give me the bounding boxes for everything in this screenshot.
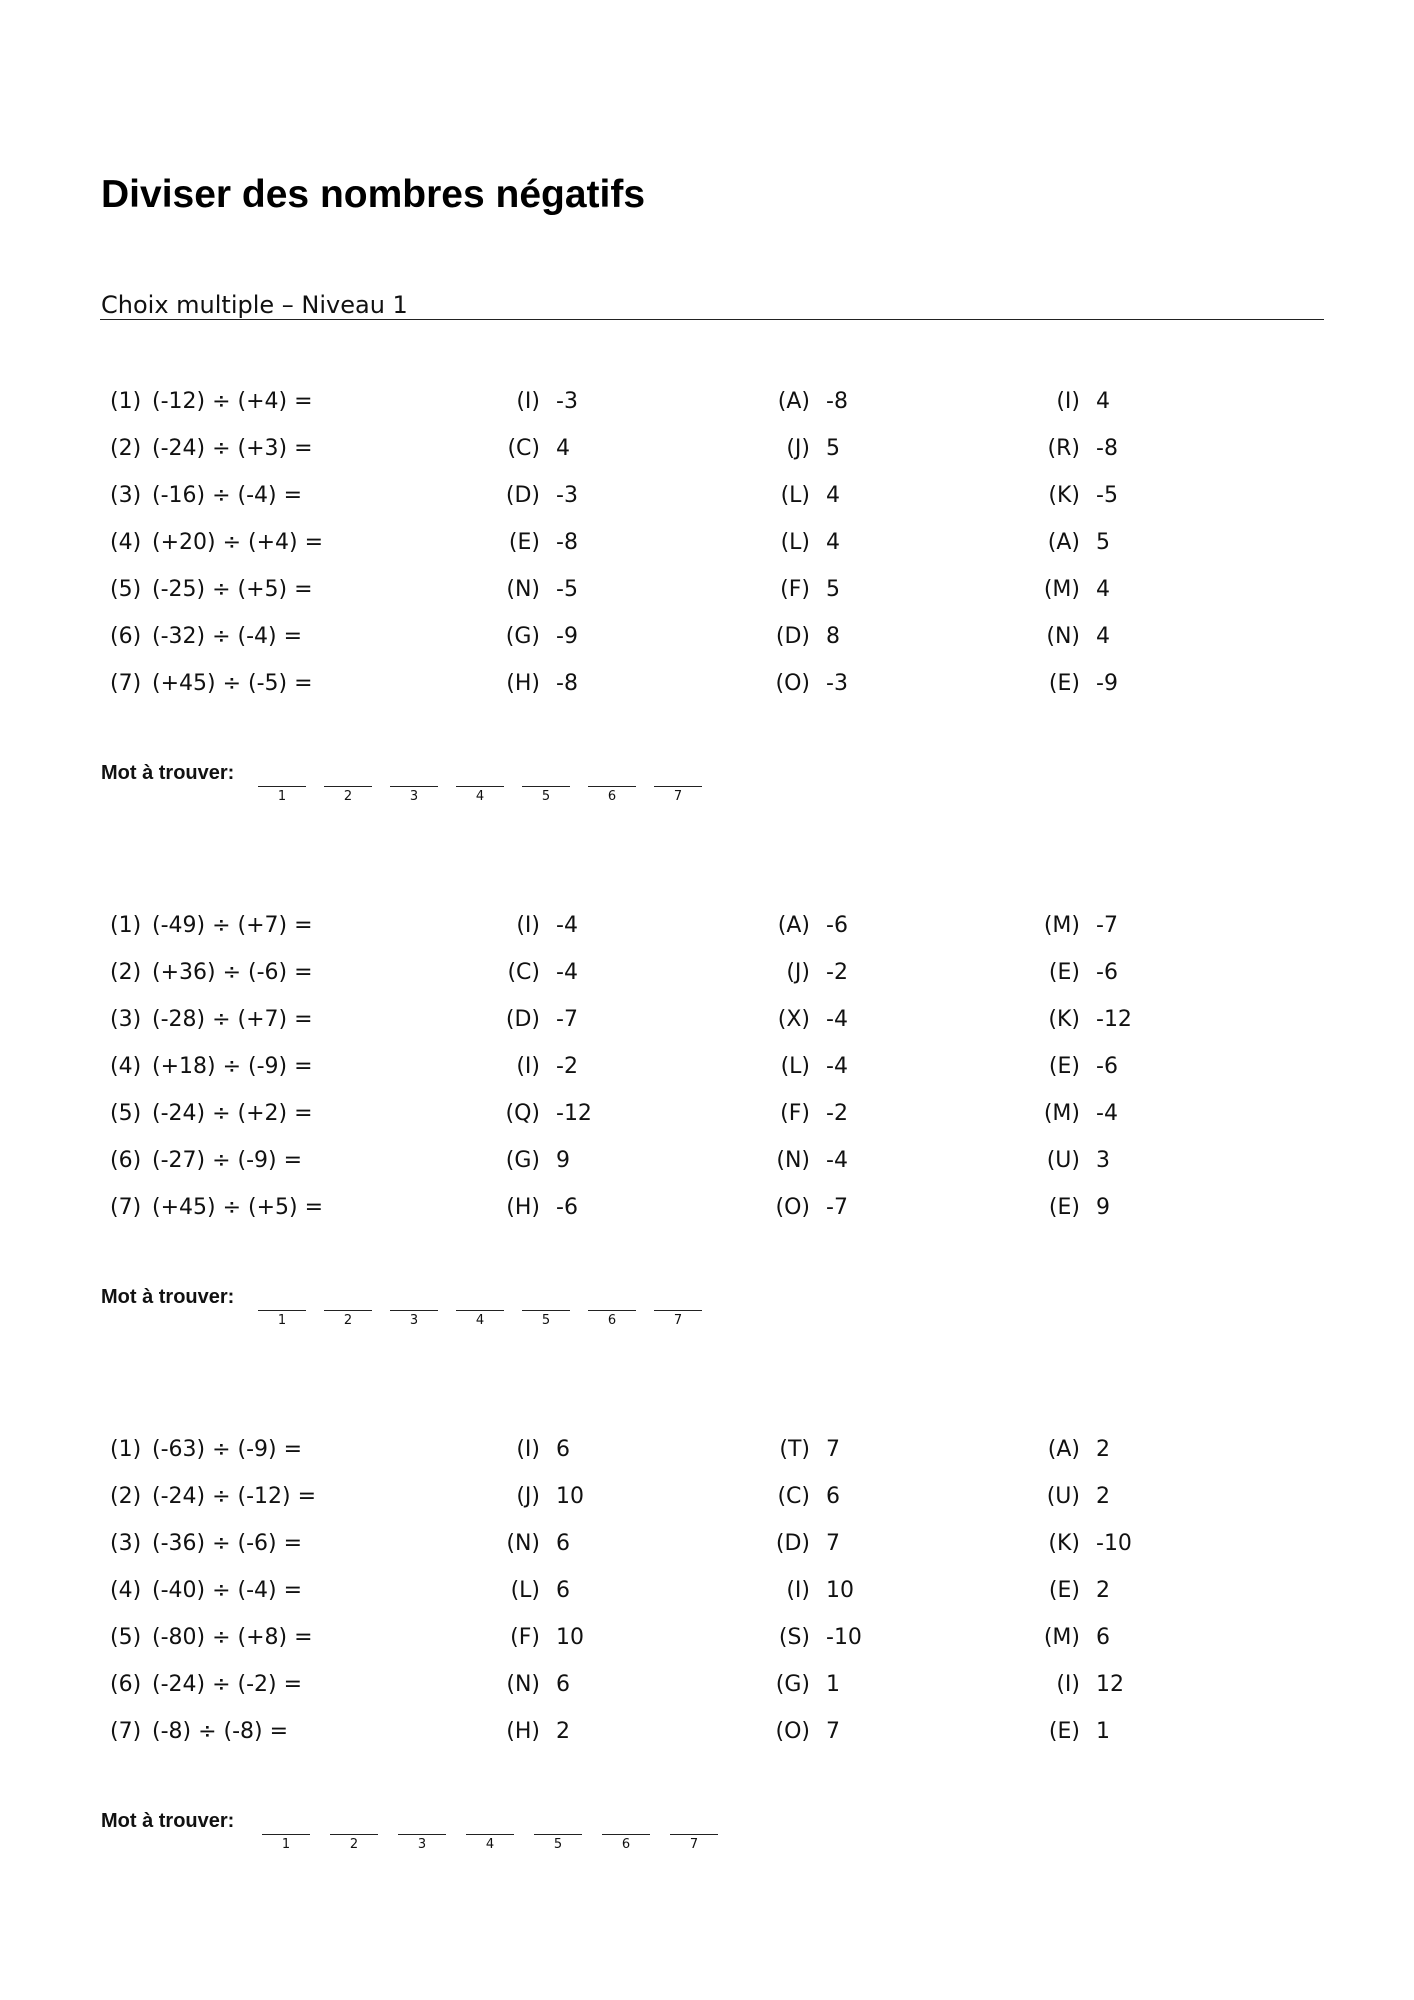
blank-number: 2: [343, 789, 353, 804]
choice-value: -9: [1096, 671, 1118, 696]
answer-blank[interactable]: [258, 1286, 306, 1311]
choice-letter: (I): [516, 389, 540, 414]
choice-letter: (L): [510, 1578, 540, 1603]
question-expression: (-8) ÷ (-8) =: [152, 1719, 289, 1744]
question-row: [0, 1524, 1414, 1564]
question-row: [0, 664, 1414, 704]
blank-number: 4: [475, 1313, 485, 1328]
choice-value: -12: [556, 1101, 592, 1126]
choice-value: 2: [1096, 1578, 1110, 1603]
question-number: (4): [110, 1054, 142, 1079]
question-number: (6): [110, 624, 142, 649]
answer-blank[interactable]: [262, 1810, 310, 1835]
choice-value: -12: [1096, 1007, 1132, 1032]
choice-letter: (N): [506, 1672, 540, 1697]
blank-number: 6: [607, 1313, 617, 1328]
answer-blank[interactable]: [390, 762, 438, 787]
choice-value: 4: [826, 530, 840, 555]
choice-value: -3: [556, 389, 578, 414]
blank-number: 4: [485, 1837, 495, 1852]
choice-value: -4: [556, 960, 578, 985]
choice-value: -4: [826, 1007, 848, 1032]
choice-value: -4: [1096, 1101, 1118, 1126]
choice-letter: (E): [1048, 1195, 1080, 1220]
blank-number: 2: [343, 1313, 353, 1328]
question-row: [0, 382, 1414, 422]
question-number: (4): [110, 1578, 142, 1603]
blank-number: 5: [541, 1313, 551, 1328]
exercise-1: [0, 382, 1414, 862]
question-row: [0, 1618, 1414, 1658]
choice-letter: (F): [510, 1625, 540, 1650]
question-number: (3): [110, 1531, 142, 1556]
question-row: [0, 1188, 1414, 1228]
question-row: [0, 953, 1414, 993]
choice-value: -7: [556, 1007, 578, 1032]
blank-number: 5: [541, 789, 551, 804]
question-expression: (-24) ÷ (+2) =: [152, 1101, 313, 1126]
question-row: [0, 1141, 1414, 1181]
choice-letter: (J): [786, 960, 810, 985]
choice-letter: (D): [775, 1531, 810, 1556]
choice-value: 7: [826, 1531, 840, 1556]
question-number: (6): [110, 1148, 142, 1173]
choice-value: 9: [1096, 1195, 1110, 1220]
exercise-2: [0, 906, 1414, 1386]
choice-value: 5: [826, 436, 840, 461]
exercise-3: [0, 1430, 1414, 1910]
question-expression: (-24) ÷ (+3) =: [152, 436, 313, 461]
choice-value: 6: [556, 1578, 570, 1603]
choice-value: 4: [1096, 389, 1110, 414]
answer-blank[interactable]: [466, 1810, 514, 1835]
answer-blank[interactable]: [330, 1810, 378, 1835]
question-expression: (-24) ÷ (-2) =: [152, 1672, 303, 1697]
choice-value: 6: [826, 1484, 840, 1509]
choice-letter: (A): [1047, 530, 1080, 555]
choice-letter: (C): [507, 436, 540, 461]
answer-blank[interactable]: [534, 1810, 582, 1835]
choice-letter: (H): [506, 671, 540, 696]
choice-value: -5: [556, 577, 578, 602]
choice-letter: (U): [1046, 1148, 1080, 1173]
word-to-find-label: Mot à trouver:: [101, 762, 235, 784]
choice-value: -8: [826, 389, 848, 414]
choice-value: -10: [1096, 1531, 1132, 1556]
choice-letter: (O): [775, 671, 810, 696]
question-row: [0, 476, 1414, 516]
choice-letter: (F): [780, 577, 810, 602]
choice-value: -4: [826, 1054, 848, 1079]
question-number: (3): [110, 483, 142, 508]
question-row: [0, 1430, 1414, 1470]
choice-letter: (D): [505, 1007, 540, 1032]
question-expression: (-12) ÷ (+4) =: [152, 389, 313, 414]
answer-blank[interactable]: [324, 762, 372, 787]
question-row: [0, 1665, 1414, 1705]
question-number: (7): [110, 671, 142, 696]
question-expression: (-24) ÷ (-12) =: [152, 1484, 317, 1509]
choice-value: -7: [1096, 913, 1118, 938]
question-number: (4): [110, 530, 142, 555]
choice-letter: (O): [775, 1719, 810, 1744]
choice-value: 6: [556, 1437, 570, 1462]
blank-number: 7: [673, 789, 683, 804]
choice-letter: (G): [505, 624, 540, 649]
choice-value: 6: [556, 1672, 570, 1697]
question-number: (5): [110, 1101, 142, 1126]
choice-letter: (F): [780, 1101, 810, 1126]
choice-value: 10: [556, 1484, 584, 1509]
choice-value: 4: [826, 483, 840, 508]
choice-letter: (Q): [505, 1101, 540, 1126]
question-expression: (-25) ÷ (+5) =: [152, 577, 313, 602]
blank-number: 2: [349, 1837, 359, 1852]
choice-letter: (K): [1048, 1007, 1080, 1032]
choice-letter: (H): [506, 1195, 540, 1220]
question-expression: (-63) ÷ (-9) =: [152, 1437, 303, 1462]
question-expression: (-28) ÷ (+7) =: [152, 1007, 313, 1032]
choice-value: -4: [826, 1148, 848, 1173]
choice-value: -8: [556, 671, 578, 696]
question-row: [0, 1477, 1414, 1517]
answer-blank[interactable]: [588, 1286, 636, 1311]
choice-value: -9: [556, 624, 578, 649]
choice-value: 1: [1096, 1719, 1110, 1744]
question-number: (7): [110, 1719, 142, 1744]
question-expression: (-40) ÷ (-4) =: [152, 1578, 303, 1603]
question-row: [0, 570, 1414, 610]
blank-number: 3: [417, 1837, 427, 1852]
question-expression: (-36) ÷ (-6) =: [152, 1531, 303, 1556]
choice-letter: (D): [775, 624, 810, 649]
choice-letter: (M): [1043, 913, 1080, 938]
blank-number: 1: [277, 1313, 287, 1328]
choice-letter: (A): [1047, 1437, 1080, 1462]
blank-number: 1: [281, 1837, 291, 1852]
choice-value: -6: [1096, 960, 1118, 985]
choice-value: -2: [826, 1101, 848, 1126]
choice-value: -6: [556, 1195, 578, 1220]
question-row: [0, 1047, 1414, 1087]
question-expression: (-49) ÷ (+7) =: [152, 913, 313, 938]
choice-letter: (E): [1048, 671, 1080, 696]
question-expression: (-80) ÷ (+8) =: [152, 1625, 313, 1650]
choice-letter: (L): [780, 1054, 810, 1079]
choice-letter: (N): [506, 1531, 540, 1556]
question-row: [0, 1000, 1414, 1040]
choice-letter: (I): [786, 1578, 810, 1603]
choice-letter: (E): [1048, 1578, 1080, 1603]
choice-value: 2: [1096, 1484, 1110, 1509]
question-row: [0, 429, 1414, 469]
choice-letter: (R): [1047, 436, 1080, 461]
question-expression: (+45) ÷ (+5) =: [152, 1195, 324, 1220]
question-number: (6): [110, 1672, 142, 1697]
choice-value: 7: [826, 1719, 840, 1744]
choice-letter: (G): [775, 1672, 810, 1697]
answer-blank[interactable]: [522, 762, 570, 787]
choice-value: -8: [1096, 436, 1118, 461]
choice-letter: (C): [507, 960, 540, 985]
question-row: [0, 1712, 1414, 1752]
choice-letter: (I): [516, 1054, 540, 1079]
question-expression: (-16) ÷ (-4) =: [152, 483, 303, 508]
choice-letter: (H): [506, 1719, 540, 1744]
question-expression: (+36) ÷ (-6) =: [152, 960, 313, 985]
choice-value: 5: [1096, 530, 1110, 555]
blank-number: 7: [673, 1313, 683, 1328]
choice-value: 5: [826, 577, 840, 602]
question-expression: (-32) ÷ (-4) =: [152, 624, 303, 649]
question-row: [0, 1571, 1414, 1611]
choice-letter: (E): [508, 530, 540, 555]
question-expression: (-27) ÷ (-9) =: [152, 1148, 303, 1173]
choice-value: 2: [1096, 1437, 1110, 1462]
page-title: Diviser des nombres négatifs: [101, 173, 646, 216]
choice-value: 10: [826, 1578, 854, 1603]
choice-letter: (J): [786, 436, 810, 461]
question-row: [0, 617, 1414, 657]
blank-number: 7: [689, 1837, 699, 1852]
blank-number: 5: [553, 1837, 563, 1852]
word-to-find-label: Mot à trouver:: [101, 1810, 235, 1832]
choice-value: -3: [826, 671, 848, 696]
answer-blank[interactable]: [398, 1810, 446, 1835]
choice-value: -7: [826, 1195, 848, 1220]
question-expression: (+20) ÷ (+4) =: [152, 530, 324, 555]
choice-value: 1: [826, 1672, 840, 1697]
choice-letter: (G): [505, 1148, 540, 1173]
choice-value: -3: [556, 483, 578, 508]
choice-value: -4: [556, 913, 578, 938]
choice-value: -5: [1096, 483, 1118, 508]
choice-value: -10: [826, 1625, 862, 1650]
answer-blank[interactable]: [522, 1286, 570, 1311]
level-subtitle: Choix multiple – Niveau 1: [101, 291, 408, 319]
choice-value: 10: [556, 1625, 584, 1650]
choice-letter: (I): [516, 1437, 540, 1462]
answer-blank[interactable]: [654, 1286, 702, 1311]
choice-value: 9: [556, 1148, 570, 1173]
question-number: (1): [110, 913, 142, 938]
question-row: [0, 523, 1414, 563]
answer-blank[interactable]: [670, 1810, 718, 1835]
blank-number: 4: [475, 789, 485, 804]
choice-letter: (K): [1048, 483, 1080, 508]
choice-letter: (O): [775, 1195, 810, 1220]
choice-value: -6: [1096, 1054, 1118, 1079]
blank-number: 3: [409, 1313, 419, 1328]
question-row: [0, 1094, 1414, 1134]
question-number: (5): [110, 1625, 142, 1650]
choice-letter: (I): [1056, 1672, 1080, 1697]
choice-value: 8: [826, 624, 840, 649]
choice-value: -6: [826, 913, 848, 938]
word-to-find-label: Mot à trouver:: [101, 1286, 235, 1308]
choice-letter: (C): [777, 1484, 810, 1509]
answer-blank[interactable]: [602, 1810, 650, 1835]
choice-letter: (L): [780, 530, 810, 555]
choice-value: 2: [556, 1719, 570, 1744]
blank-number: 1: [277, 789, 287, 804]
choice-letter: (N): [1046, 624, 1080, 649]
question-expression: (+45) ÷ (-5) =: [152, 671, 313, 696]
answer-blank[interactable]: [390, 1286, 438, 1311]
choice-value: 3: [1096, 1148, 1110, 1173]
question-number: (2): [110, 960, 142, 985]
question-number: (2): [110, 1484, 142, 1509]
answer-blank[interactable]: [324, 1286, 372, 1311]
choice-value: -8: [556, 530, 578, 555]
blank-number: 3: [409, 789, 419, 804]
choice-value: 6: [1096, 1625, 1110, 1650]
choice-letter: (U): [1046, 1484, 1080, 1509]
choice-value: -2: [826, 960, 848, 985]
question-number: (1): [110, 389, 142, 414]
header-divider: [100, 319, 1324, 320]
blank-number: 6: [621, 1837, 631, 1852]
choice-letter: (I): [516, 913, 540, 938]
question-number: (5): [110, 577, 142, 602]
blank-number: 6: [607, 789, 617, 804]
choice-letter: (E): [1048, 1719, 1080, 1744]
choice-letter: (S): [778, 1625, 810, 1650]
choice-letter: (A): [777, 389, 810, 414]
choice-letter: (T): [779, 1437, 810, 1462]
question-number: (7): [110, 1195, 142, 1220]
answer-blank[interactable]: [588, 762, 636, 787]
question-number: (2): [110, 436, 142, 461]
question-number: (3): [110, 1007, 142, 1032]
choice-letter: (M): [1043, 1101, 1080, 1126]
choice-value: 4: [1096, 624, 1110, 649]
choice-letter: (K): [1048, 1531, 1080, 1556]
choice-value: 6: [556, 1531, 570, 1556]
choice-letter: (N): [506, 577, 540, 602]
choice-letter: (E): [1048, 960, 1080, 985]
choice-letter: (D): [505, 483, 540, 508]
choice-value: 7: [826, 1437, 840, 1462]
choice-value: -2: [556, 1054, 578, 1079]
choice-letter: (N): [776, 1148, 810, 1173]
choice-letter: (I): [1056, 389, 1080, 414]
choice-letter: (M): [1043, 577, 1080, 602]
choice-letter: (J): [516, 1484, 540, 1509]
choice-value: 12: [1096, 1672, 1124, 1697]
choice-value: 4: [556, 436, 570, 461]
question-number: (1): [110, 1437, 142, 1462]
choice-letter: (E): [1048, 1054, 1080, 1079]
answer-blank[interactable]: [258, 762, 306, 787]
answer-blank[interactable]: [456, 1286, 504, 1311]
question-expression: (+18) ÷ (-9) =: [152, 1054, 313, 1079]
choice-letter: (X): [777, 1007, 810, 1032]
choice-letter: (M): [1043, 1625, 1080, 1650]
answer-blank[interactable]: [456, 762, 504, 787]
question-row: [0, 906, 1414, 946]
choice-value: 4: [1096, 577, 1110, 602]
choice-letter: (A): [777, 913, 810, 938]
choice-letter: (L): [780, 483, 810, 508]
answer-blank[interactable]: [654, 762, 702, 787]
